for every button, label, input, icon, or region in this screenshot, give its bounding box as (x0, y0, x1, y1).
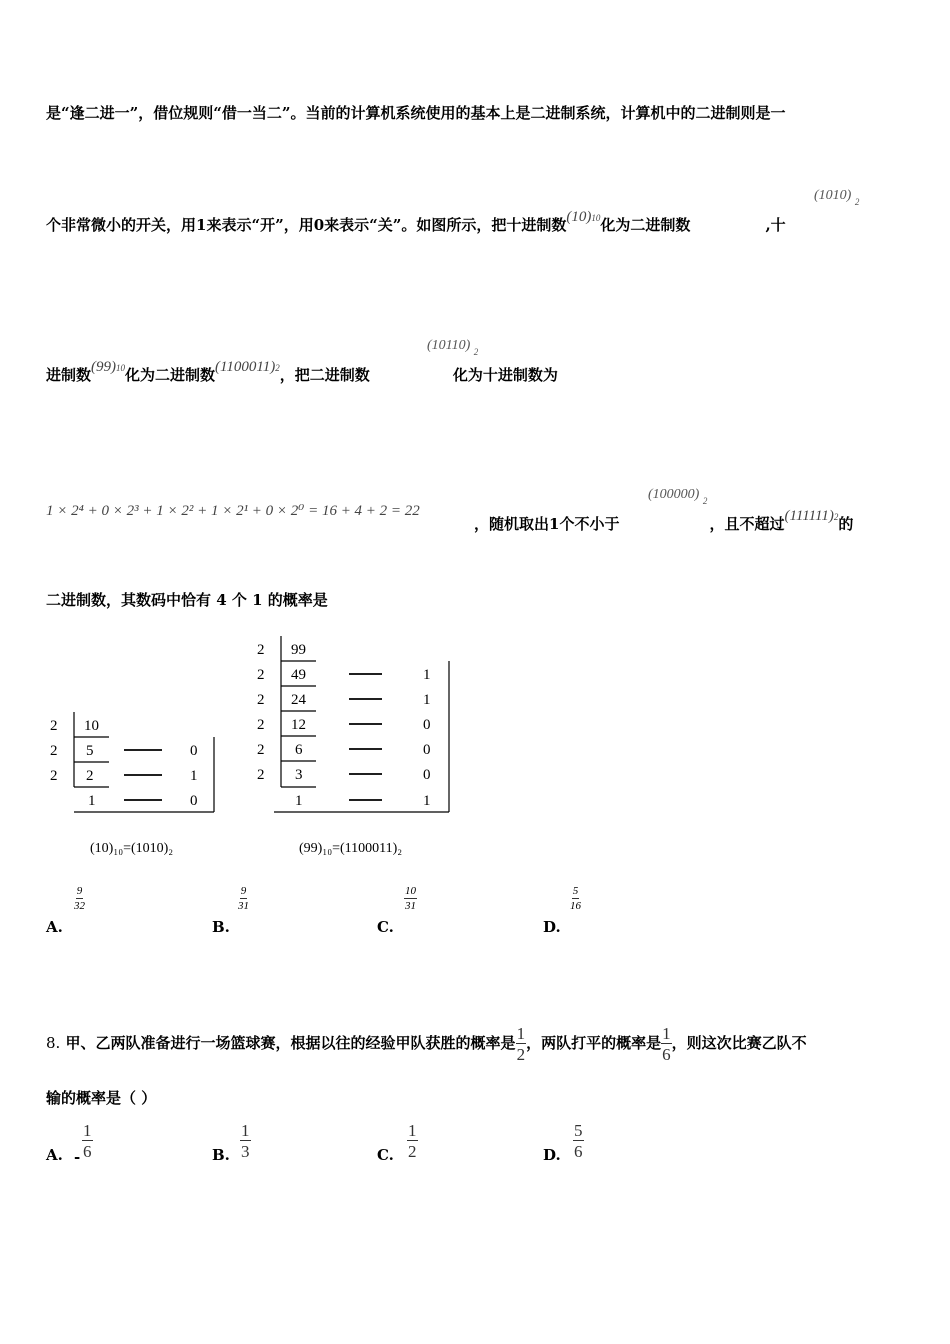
q7-option-c-fraction: $\frac{10}{31}$ (405, 885, 416, 912)
q8-option-a-sign: - (74, 1148, 81, 1166)
right-quotient: 6 (295, 742, 303, 758)
right-remainder: 1 (423, 692, 431, 708)
q8-option-c-fraction: $\frac{1}{2}$ (408, 1121, 417, 1161)
left-remainder: 0 (190, 793, 198, 809)
right-remainder: 0 (423, 742, 431, 758)
right-divisor: 2 (257, 717, 265, 733)
left-divisor: 2 (50, 743, 58, 759)
q8-win-probability: $\frac{1}{2}$ (516, 1024, 526, 1064)
right-quotient: 3 (295, 767, 303, 783)
right-caption: (99)₁₀=(1100011)₂ (299, 841, 403, 856)
right-divisor: 2 (257, 767, 265, 783)
right-quotient: 99 (291, 642, 306, 658)
q7-text-line-2: 个非常微小的开关，用1来表示“开”，用0来表示“关”。如图所示，把十进制数(10)10化为二进制数 ,十 (46, 209, 786, 234)
decimal-99-expr: (99)10 (91, 359, 126, 375)
left-caption: (10)₁₀=(1010)₂ (90, 841, 174, 856)
q8-number: 8. (46, 1034, 61, 1052)
right-quotient: 12 (291, 717, 306, 733)
left-quotient: 2 (86, 768, 94, 784)
q7-option-d-fraction: $\frac{5}{16}$ (570, 885, 581, 912)
left-quotient: 10 (84, 718, 99, 734)
left-remainder: 0 (190, 743, 198, 759)
q8-option-d[interactable]: D. (543, 1146, 561, 1164)
right-quotient: 24 (291, 692, 306, 708)
left-quotient: 5 (86, 743, 94, 759)
q8-draw-probability: $\frac{1}{6}$ (662, 1024, 671, 1064)
q7-option-c[interactable]: C. (377, 918, 394, 936)
right-divisor: 2 (257, 742, 265, 758)
q8-text-line-1: 8. 甲、乙两队准备进行一场篮球赛，根据以往的经验甲队获胜的概率是 $\frac{1}{2}$ ，两队打平的概率是 $\frac{1}{6}$ ，则这次比赛乙队不 (46, 1024, 807, 1064)
left-divisor: 2 (50, 768, 58, 784)
binary-1100011-expr: (1100011)2 (215, 359, 280, 375)
q7-text-line-4: ，随机取出1个不小于 ，且不超过(111111)2的 (474, 508, 854, 533)
right-divisor: 2 (257, 642, 265, 658)
q7-option-b[interactable]: B. (212, 918, 230, 936)
decimal-10-expr: (10)10 (566, 209, 601, 225)
conversion-formula: 1 × 2⁴ + 0 × 2³ + 1 × 2² + 1 × 2¹ + 0 × 2⁰ = 16 + 4 + 2 = 22 (46, 503, 420, 519)
q7-option-d[interactable]: D. (543, 918, 561, 936)
q7-text-line-3: 进制数(99)10化为二进制数(1100011)2，把二进制数 化为十进制数为 (46, 359, 558, 384)
right-divisor: 2 (257, 692, 265, 708)
right-remainder: 0 (423, 717, 431, 733)
q7-text-line-1: 是“逢二进一”，借位规则“借一当二”。当前的计算机系统使用的基本上是二进制系统，计算机中的二进制则是一 (46, 104, 786, 122)
binary-1010-expr: (1010) $_2$ (814, 188, 860, 207)
q8-option-a[interactable]: A. (46, 1146, 63, 1164)
right-remainder: 1 (423, 667, 431, 683)
left-quotient: 1 (88, 793, 96, 809)
right-quotient: 49 (291, 667, 306, 683)
binary-111111-expr: (111111)2 (784, 508, 839, 524)
left-divisor: 2 (50, 718, 58, 734)
q7-option-a[interactable]: A. (46, 918, 63, 936)
left-remainder: 1 (190, 768, 198, 784)
right-remainder: 0 (423, 767, 431, 783)
q7-text-line-5: 二进制数，其数码中恰有 4 个 1 的概率是 (46, 591, 328, 609)
division-figure (44, 628, 464, 863)
binary-10110-expr: (10110) $_2$ (427, 338, 479, 357)
right-quotient: 1 (295, 793, 303, 809)
binary-100000-expr: (100000) $_2$ (648, 487, 708, 506)
q7-option-a-fraction: $\frac{9}{32}$ (74, 885, 85, 912)
q8-option-b-fraction: $\frac{1}{3}$ (241, 1121, 250, 1161)
q8-option-b[interactable]: B. (212, 1146, 230, 1164)
q7-option-b-fraction: $\frac{9}{31}$ (238, 885, 249, 912)
q8-option-c[interactable]: C. (377, 1146, 394, 1164)
right-divisor: 2 (257, 667, 265, 683)
q8-option-a-fraction: $\frac{1}{6}$ (83, 1121, 92, 1161)
q8-option-d-fraction: $\frac{5}{6}$ (574, 1121, 583, 1161)
q8-text-line-2: 输的概率是（ ） (46, 1089, 157, 1107)
right-remainder: 1 (423, 793, 431, 809)
